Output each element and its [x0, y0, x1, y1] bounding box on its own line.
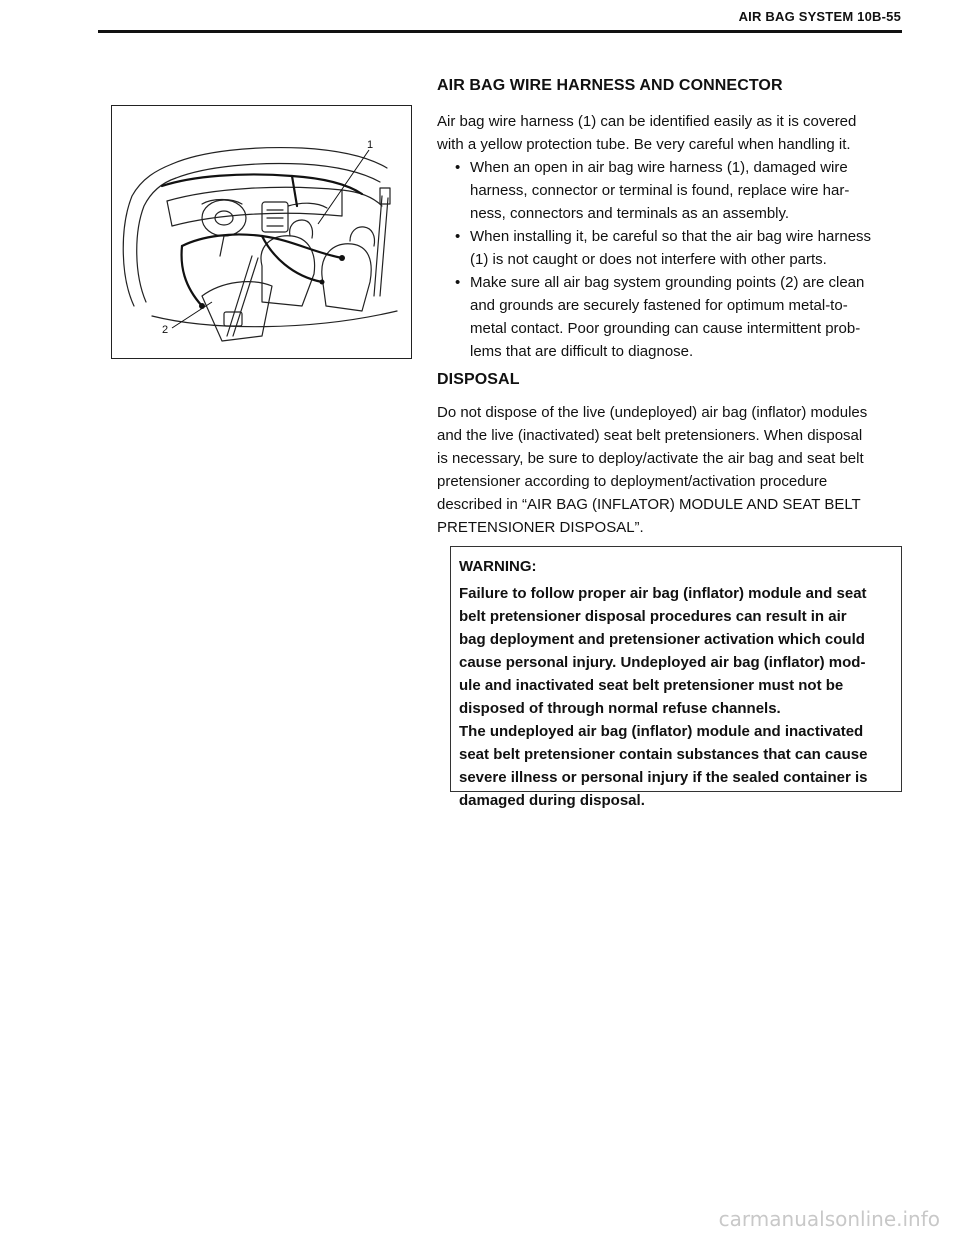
intro-line: with a yellow protection tube. Be very careful when handling it. — [437, 136, 851, 153]
bullet-marker: • — [455, 159, 461, 176]
warning-text — [459, 582, 893, 812]
warning-line: cause personal injury. Undeployed air bag (inflator) mod- — [459, 654, 866, 671]
bullet-item — [437, 156, 902, 225]
bullet-line: (1) is not caught or does not interfere with other parts. — [470, 251, 827, 268]
section-heading: DISPOSAL — [437, 371, 520, 388]
bullet-list — [437, 156, 902, 363]
bullet-line: metal contact. Poor grounding can cause intermittent prob- — [470, 320, 861, 337]
intro-line: Air bag wire harness (1) can be identified easily as it is covered — [437, 113, 857, 130]
warning-title: WARNING: — [459, 558, 537, 575]
page-header-title: AIR BAG SYSTEM 10B-55 — [738, 9, 901, 24]
warning-line: bag deployment and pretensioner activation which could — [459, 631, 865, 648]
disposal-line: PRETENSIONER DISPOSAL”. — [437, 519, 644, 536]
watermark-link[interactable]: carmanualsonline.info — [718, 1207, 940, 1231]
callout-2: 2 — [162, 324, 169, 336]
wire-harness-figure — [111, 105, 412, 359]
disposal-line: is necessary, be sure to deploy/activate the air bag and seat belt — [437, 450, 864, 467]
warning-line: The undeployed air bag (inflator) module and inactivated — [459, 723, 864, 740]
header-rule — [98, 30, 902, 33]
bullet-line: and grounds are securely fastened for optimum metal-to- — [470, 297, 848, 314]
section-wire-harness — [437, 77, 902, 95]
bullet-line: ness, connectors and terminals as an assembly. — [470, 205, 790, 222]
bullet-item — [437, 225, 902, 271]
section-heading: AIR BAG WIRE HARNESS AND CONNECTOR — [437, 77, 783, 94]
warning-line: Failure to follow proper air bag (inflator) module and seat — [459, 585, 867, 602]
disposal-line: and the live (inactivated) seat belt pretensioners. When disposal — [437, 427, 863, 444]
warning-line: damaged during disposal. — [459, 792, 645, 809]
bullet-line: Make sure all air bag system grounding points (2) are clean — [470, 274, 865, 291]
section-disposal-body — [437, 401, 902, 539]
disposal-paragraph — [437, 401, 902, 539]
bullet-line: harness, connector or terminal is found, replace wire har- — [470, 182, 850, 199]
intro-paragraph — [437, 110, 902, 156]
warning-line: belt pretensioner disposal procedures can result in air — [459, 608, 847, 625]
warning-line: seat belt pretensioner contain substances that can cause — [459, 746, 868, 763]
warning-line: disposed of through normal refuse channels. — [459, 700, 781, 717]
disposal-line: Do not dispose of the live (undeployed) air bag (inflator) modules — [437, 404, 868, 421]
bullet-marker: • — [455, 228, 461, 245]
disposal-line: described in “AIR BAG (INFLATOR) MODULE AND SEAT BELT — [437, 496, 861, 513]
bullet-item — [437, 271, 902, 363]
warning-line: severe illness or personal injury if the sealed container is — [459, 769, 868, 786]
disposal-line: pretensioner according to deployment/activation procedure — [437, 473, 828, 490]
bullet-marker: • — [455, 274, 461, 291]
section-wire-harness-body — [437, 110, 902, 363]
callout-1: 1 — [367, 139, 374, 151]
car-interior-illustration — [112, 106, 411, 358]
bullet-line: lems that are difficult to diagnose. — [470, 343, 694, 360]
bullet-line: When an open in air bag wire harness (1), damaged wire — [470, 159, 848, 176]
warning-line: ule and inactivated seat belt pretensioner must not be — [459, 677, 844, 694]
bullet-line: When installing it, be careful so that the air bag wire harness — [470, 228, 872, 245]
section-disposal — [437, 371, 902, 389]
warning-box — [450, 546, 902, 809]
